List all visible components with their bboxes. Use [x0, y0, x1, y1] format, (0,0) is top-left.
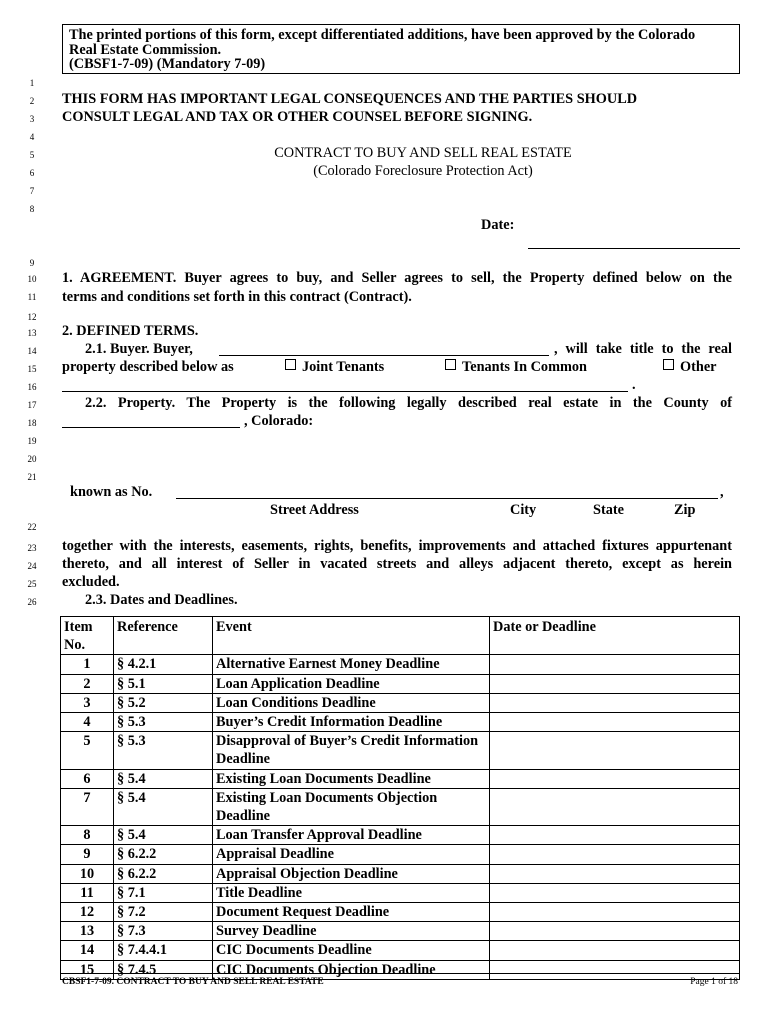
header-date-or-deadline: Date or Deadline [490, 617, 740, 655]
header-reference: Reference [114, 617, 213, 655]
row-item-number: 12 [61, 903, 114, 922]
title-option-prefix: property described below as [62, 359, 234, 375]
county-field[interactable] [62, 427, 240, 428]
table-row [61, 655, 740, 674]
property-colorado-text: , Colorado: [244, 413, 314, 429]
row-date-field[interactable] [490, 883, 740, 902]
row-date-field[interactable] [490, 674, 740, 693]
contract-subtitle: (Colorado Foreclosure Protection Act) [313, 163, 533, 179]
line-number: 18 [27, 418, 37, 428]
row-item-number: 11 [61, 883, 114, 902]
row-date-field[interactable] [490, 903, 740, 922]
row-event: Loan Application Deadline [213, 674, 490, 693]
footer-rule [60, 973, 740, 974]
buyer-tail-text: , will take title to the real [554, 341, 732, 357]
contract-title: CONTRACT TO BUY AND SELL REAL ESTATE [274, 145, 572, 161]
line-number: 3 [29, 114, 35, 124]
table-row [61, 845, 740, 864]
table-row [61, 903, 740, 922]
other-title-field[interactable] [62, 391, 628, 392]
row-reference: § 5.3 [114, 732, 213, 769]
row-date-field[interactable] [490, 769, 740, 788]
row-item-number: 3 [61, 693, 114, 712]
legal-warning-line-1: THIS FORM HAS IMPORTANT LEGAL CONSEQUENCES AND THE PARTIES SHOULD [62, 91, 638, 107]
row-date-field[interactable] [490, 732, 740, 769]
row-item-number: 4 [61, 713, 114, 732]
row-event: Loan Transfer Approval Deadline [213, 826, 490, 845]
table-row [61, 922, 740, 941]
table-row [61, 732, 740, 769]
line-number: 4 [29, 132, 35, 142]
row-date-field[interactable] [490, 655, 740, 674]
row-reference: § 7.4.4.1 [114, 941, 213, 960]
row-date-field[interactable] [490, 845, 740, 864]
table-row [61, 826, 740, 845]
line-number: 7 [29, 186, 35, 196]
legal-warning-line-2: CONSULT LEGAL AND TAX OR OTHER COUNSEL BEFORE SIGNING. [62, 109, 533, 125]
line-number: 10 [27, 274, 37, 284]
agreement-line-1: 1. AGREEMENT. Buyer agrees to buy, and Seller agrees to sell, the Property defined below on the [62, 270, 732, 286]
row-item-number: 7 [61, 788, 114, 825]
line-number: 13 [27, 328, 37, 338]
line-number: 1 [29, 78, 35, 88]
row-event: Appraisal Objection Deadline [213, 864, 490, 883]
row-event: CIC Documents Objection Deadline [213, 960, 490, 979]
row-event: Existing Loan Documents Deadline [213, 769, 490, 788]
table-row [61, 713, 740, 732]
line-number: 11 [27, 292, 37, 302]
row-date-field[interactable] [490, 693, 740, 712]
table-row [61, 941, 740, 960]
row-item-number: 1 [61, 655, 114, 674]
other-checkbox[interactable] [663, 359, 674, 370]
row-reference: § 6.2.2 [114, 845, 213, 864]
row-item-number: 15 [61, 960, 114, 979]
row-event: Buyer’s Credit Information Deadline [213, 713, 490, 732]
row-reference: § 5.4 [114, 769, 213, 788]
together-line-2: thereto, and all interest of Seller in vacated streets and alleys adjacent thereto, except as herein [62, 556, 732, 572]
row-event: CIC Documents Deadline [213, 941, 490, 960]
row-reference: § 6.2.2 [114, 864, 213, 883]
line-number: 23 [27, 543, 37, 553]
row-item-number: 13 [61, 922, 114, 941]
row-date-field[interactable] [490, 826, 740, 845]
line-number: 17 [27, 400, 37, 410]
row-event: Appraisal Deadline [213, 845, 490, 864]
joint-tenants-option[interactable] [281, 359, 384, 376]
table-row [61, 864, 740, 883]
line-number: 9 [29, 258, 35, 268]
line-number: 22 [27, 522, 37, 532]
row-reference: § 5.4 [114, 788, 213, 825]
row-reference: § 7.4.5 [114, 960, 213, 979]
joint-tenants-checkbox[interactable] [285, 359, 296, 370]
line-number: 8 [29, 204, 35, 214]
table-row [61, 674, 740, 693]
date-label: Date: [481, 217, 515, 233]
together-line-3: excluded. [62, 574, 120, 590]
row-item-number: 9 [61, 845, 114, 864]
address-field[interactable] [176, 498, 718, 499]
notice-line-1: The printed portions of this form, except differentiated additions, have been approved by the Colorado [69, 27, 696, 43]
property-line-1: 2.2. Property. The Property is the following legally described real estate in the County of [85, 395, 732, 411]
tenants-in-common-label: Tenants In Common [462, 359, 587, 375]
line-number: 15 [27, 364, 37, 374]
notice-line-3: (CBSF1-7-09) (Mandatory 7-09) [69, 56, 266, 72]
line-number: 2 [29, 96, 35, 106]
address-zip-caption: Zip [674, 502, 696, 518]
row-event: Disapproval of Buyer’s Credit Information Deadline [213, 732, 490, 769]
known-as-label: known as No. [70, 484, 153, 500]
row-item-number: 10 [61, 864, 114, 883]
approval-notice-box [62, 24, 740, 74]
row-reference: § 5.1 [114, 674, 213, 693]
line-number: 5 [29, 150, 35, 160]
row-event: Survey Deadline [213, 922, 490, 941]
row-event: Alternative Earnest Money Deadline [213, 655, 490, 674]
row-item-number: 8 [61, 826, 114, 845]
line-number: 25 [27, 579, 37, 589]
row-reference: § 7.3 [114, 922, 213, 941]
table-row [61, 883, 740, 902]
table-header-row [61, 617, 740, 655]
row-event: Document Request Deadline [213, 903, 490, 922]
other-label: Other [680, 359, 717, 375]
row-date-field[interactable] [490, 864, 740, 883]
line-number: 21 [27, 472, 37, 482]
dates-deadlines-heading: 2.3. Dates and Deadlines. [85, 592, 238, 608]
line-number: 6 [29, 168, 35, 178]
header-item-no: Item No. [61, 617, 114, 655]
other-option[interactable] [659, 359, 717, 376]
row-reference: § 7.2 [114, 903, 213, 922]
line-number: 12 [27, 312, 37, 322]
row-reference: § 5.4 [114, 826, 213, 845]
date-field[interactable] [528, 248, 740, 249]
defined-terms-heading: 2. DEFINED TERMS. [62, 323, 199, 339]
table-row [61, 769, 740, 788]
row-date-field[interactable] [490, 941, 740, 960]
row-event: Title Deadline [213, 883, 490, 902]
table-row [61, 693, 740, 712]
tenants-in-common-option[interactable] [441, 359, 587, 376]
agreement-line-2: terms and conditions set forth in this contract (Contract). [62, 289, 412, 305]
table-row [61, 788, 740, 825]
line-number: 24 [27, 561, 37, 571]
address-city-caption: City [510, 502, 537, 518]
line-number: 14 [27, 346, 37, 356]
address-street-caption: Street Address [270, 502, 359, 518]
notice-line-2: Real Estate Commission. [69, 41, 222, 58]
row-item-number: 2 [61, 674, 114, 693]
row-reference: § 5.3 [114, 713, 213, 732]
buyer-label: 2.1. Buyer. Buyer, [85, 341, 193, 357]
row-item-number: 6 [61, 769, 114, 788]
row-reference: § 5.2 [114, 693, 213, 712]
row-event: Loan Conditions Deadline [213, 693, 490, 712]
other-title-period: . [632, 377, 636, 393]
row-reference: § 7.1 [114, 883, 213, 902]
line-number: 16 [27, 382, 37, 392]
row-date-field[interactable] [490, 713, 740, 732]
address-state-caption: State [593, 502, 624, 518]
footer-form-id: CBSF1-7-09. CONTRACT TO BUY AND SELL REAL ESTATE [62, 977, 324, 987]
tenants-in-common-checkbox[interactable] [445, 359, 456, 370]
row-item-number: 14 [61, 941, 114, 960]
joint-tenants-label: Joint Tenants [302, 359, 385, 375]
row-date-field[interactable] [490, 922, 740, 941]
row-date-field[interactable] [490, 788, 740, 825]
line-number: 26 [27, 597, 37, 607]
line-number: 20 [27, 454, 37, 464]
buyer-name-field[interactable] [219, 355, 549, 356]
together-line-1: together with the interests, easements, rights, benefits, improvements and attached fixtures appurtenant [62, 538, 732, 554]
address-comma: , [720, 484, 724, 500]
dates-deadlines-table [60, 616, 740, 980]
row-reference: § 4.2.1 [114, 655, 213, 674]
row-item-number: 5 [61, 732, 114, 769]
header-event: Event [213, 617, 490, 655]
footer-page-number: Page 1 of 18 [690, 977, 738, 987]
row-event: Existing Loan Documents Objection Deadline [213, 788, 490, 825]
line-number: 19 [27, 436, 37, 446]
